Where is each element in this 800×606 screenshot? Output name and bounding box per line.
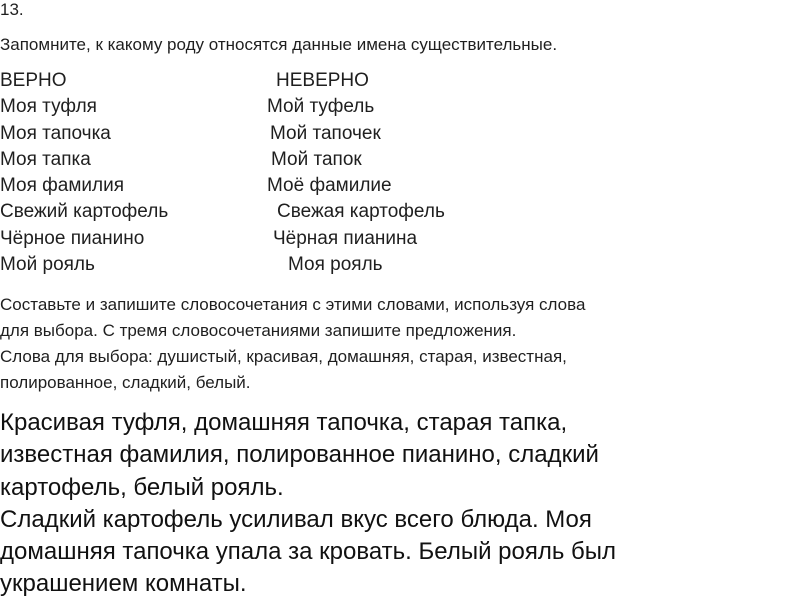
task2-line: полированное, сладкий, белый. [0, 373, 251, 392]
task2-line: для выбора. С тремя словосочетаниями запишите предложения. [0, 321, 517, 340]
task2-line: Слова для выбора: душистый, красивая, домашняя, старая, известная, [0, 347, 567, 366]
correct-item: Моя тапочка [0, 122, 111, 144]
incorrect-item: Чёрная пианина [273, 227, 418, 249]
answer-line: украшением комнаты. [0, 570, 247, 598]
incorrect-item: Свежая картофель [277, 201, 445, 223]
answer-line: Красивая туфля, домашняя тапочка, старая тапка, [0, 409, 568, 436]
correct-item: Моя туфля [0, 96, 97, 118]
correct-item: Свежий картофель [0, 201, 169, 223]
correct-item: Моя тапка [0, 148, 91, 170]
answer-text [0, 407, 800, 601]
incorrect-item: Мой тапочек [270, 122, 381, 144]
incorrect-column [0, 68, 445, 278]
answer-line: Сладкий картофель усиливал вкус всего блюда. Моя [0, 505, 592, 533]
correct-item: Мой рояль [0, 254, 95, 276]
answer-line: известная фамилия, полированное пианино, сладкий [0, 441, 599, 469]
incorrect-item: Мой тапок [271, 148, 362, 170]
incorrect-item: Мой туфель [267, 96, 375, 118]
incorrect-item: Моя рояль [288, 254, 383, 276]
correct-item: Моя фамилия [0, 175, 125, 197]
task-number: 13. [0, 0, 24, 19]
incorrect-header: НЕВЕРНО [276, 70, 369, 91]
correct-item: Чёрное пианино [0, 227, 145, 249]
task2-instructions [0, 292, 800, 396]
task2-line: Составьте и запишите словосочетания с этими словами, используя слова [0, 295, 586, 314]
correct-header: ВЕРНО [0, 70, 67, 91]
answer-line: картофель, белый рояль. [0, 473, 284, 501]
incorrect-item: Моё фамилие [267, 175, 392, 197]
answer-line: домашняя тапочка упала за кровать. Белый рояль был [0, 538, 617, 566]
task-instruction: Запомните, к какому роду относятся данные имена существительные. [0, 35, 558, 54]
